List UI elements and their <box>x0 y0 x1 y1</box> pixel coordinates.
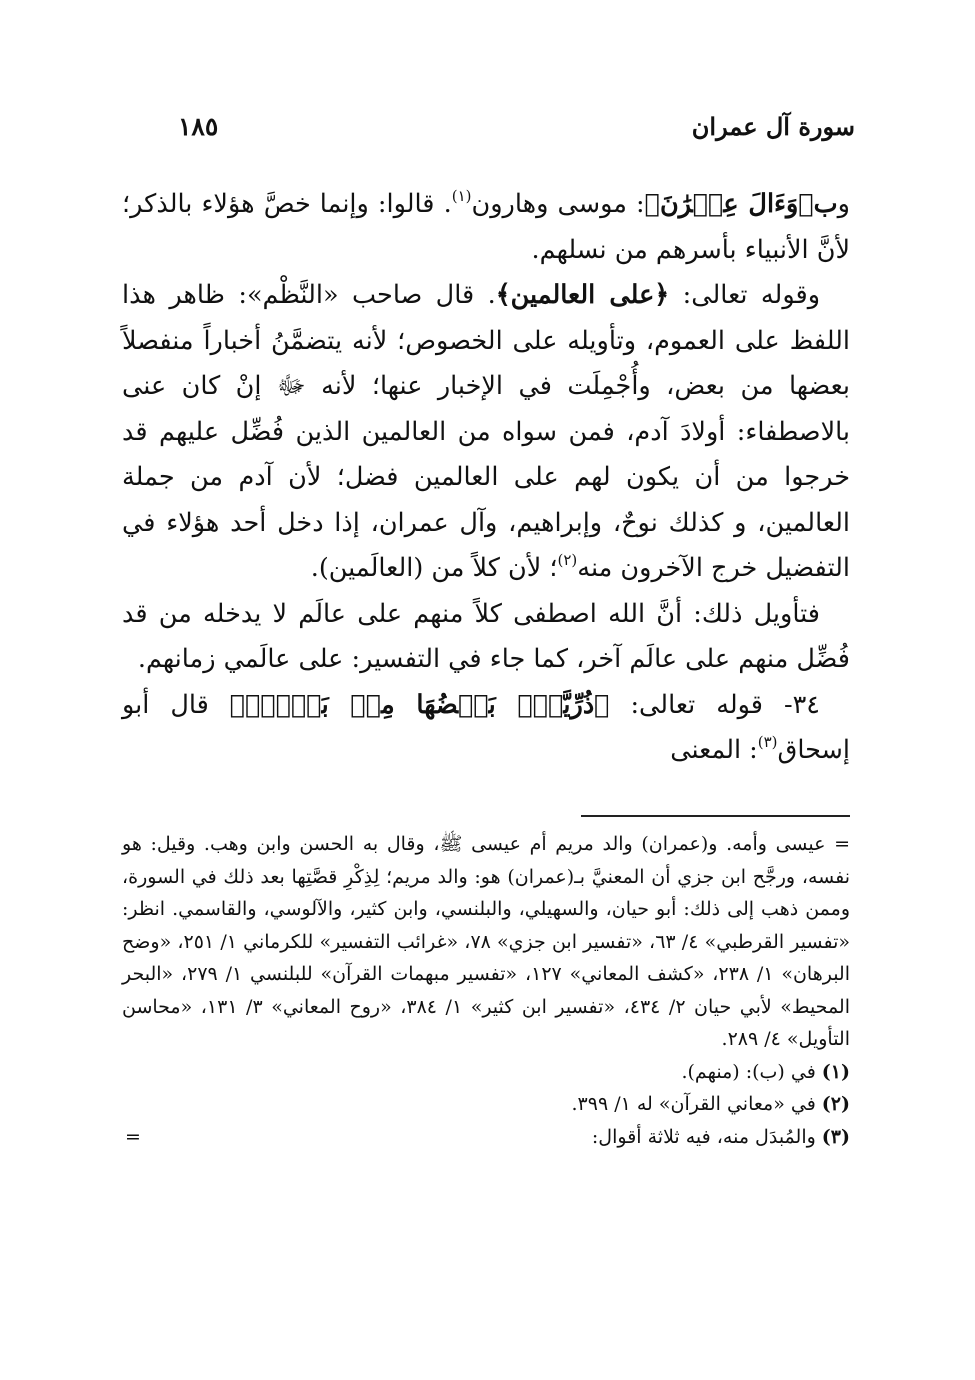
paragraph-1-text: : موسى وهارون <box>471 189 645 219</box>
footnote-1-number: (١) <box>821 1060 850 1083</box>
footnotes <box>122 828 850 1153</box>
paragraph-2-text-end: ؛ لأن كلاً من (العالَمين). <box>310 553 558 583</box>
footnote-2-text: في «معاني القرآن» له ١/ ٣٩٩. <box>571 1093 816 1115</box>
quran-verse-dhurriyya: ﴿ذُرِّيَّةَۢ بَعۡضُهَا مِنۢ بَعۡضٖۗ﴾ <box>229 689 610 720</box>
paragraph-4 <box>122 683 850 774</box>
footnote-1 <box>122 1056 850 1089</box>
footnote-2 <box>122 1088 850 1121</box>
footnote-ref-2[interactable]: (٢) <box>557 551 578 569</box>
footnote-continued: = عيسى وأمه. و(عمران) والد مريم أم عيسى ﷺ، وقال به الحسن وابن وهب. وقيل: هو نفسه، ورجَّح ابن جزي أن المعنيَّ بـ(عمران) هو: والد مريم؛ لِذِكْرِ قصَّتِها بعد ذلك في السورة، وممن ذهب إلى ذلك: أبو حيان، والسهيلي، والبلنسي، وابن كثير، والآلوسي، والقاسمي. انظر: «تفسير القرطبي» ٤/ ٦٣، «تفسير ابن جزي» ٧٨، «غرائب التفسير» للكرماني ١/ ٢٥١، «وضح البرهان» ١/ ٢٣٨، «كشف المعاني» ١٢٧، «تفسير مبهمات القرآن» للبلنسي ١/ ٢٧٩، «البحر المحيط» لأبي حيان ٢/ ٤٣٤، «تفسير ابن كثير» ١/ ٣٨٤، «روح المعاني» ٣/ ١٣١، «محاسن التأويل» ٤/ ٢٨٩. <box>122 833 850 1050</box>
page-header <box>120 112 855 152</box>
paragraph-2-prefix: وقوله تعالى: <box>669 280 821 310</box>
surah-title: سورة آل عمران <box>691 112 855 141</box>
footnote-3-number: (٣) <box>821 1125 850 1148</box>
footnote-ref-3[interactable]: (٣) <box>757 733 778 751</box>
paragraph-1-text-end: . قالوا: وإنما خصَّ هؤلاء بالذكر؛ لأنَّ الأنبياء بأسرهم من نسلهم. <box>122 189 850 265</box>
paragraph-3: فتأويل ذلك: أنَّ الله اصطفى كلاً منهم على عالَم لا يدخله من قد فُضِّل منهم على عالَم آخر، كما جاء في التفسير: على عالَمي زمانهم. <box>122 598 850 674</box>
footnote-separator <box>581 815 850 817</box>
footnote-1-text: في (ب): (منهم). <box>681 1060 816 1083</box>
quran-verse-al-alamin: ﴿على العالمين﴾ <box>495 280 670 310</box>
paragraph-1 <box>122 182 850 273</box>
paragraph-2 <box>122 273 850 592</box>
paragraph-4-prefix: ٣٤- قوله تعالى: <box>609 689 820 720</box>
paragraph-2-text: . قال صاحب «النَّظْم»: ظاهر هذا اللفظ على العموم، وتأويله على الخصوص؛ لأنه يتضمَّنُ أخباراً منفصلاً بعضها من بعض، وأُجْمِلَت في الإخبار عنها؛ لأنه ﷻ إنْ كان عنى بالاصطفاء: أولادَ آدم، فمن سواه من العالمين الذين فُضِّل عليهم قد خرجوا من أن يكون لهم على العالمين فضل؛ لأن آدم من جملة العالمين، و كذلك نوحٌ، وإبراهيم، وآل عمران، إذا دخل أحد هؤلاء في التفضيل خرج الآخرون منه <box>122 280 850 583</box>
main-text <box>122 182 850 774</box>
paragraph-1-prefix: و <box>837 189 850 219</box>
footnote-3 <box>122 1121 850 1154</box>
footnote-2-number: (٢) <box>821 1093 850 1115</box>
footnote-3-text: والمُبدَل منه، فيه ثلاثة أقوال: <box>591 1125 816 1148</box>
paragraph-4-text-end: : المعنى <box>670 735 758 765</box>
page-number: ١٨٥ <box>178 112 219 141</box>
quran-verse-aal-imran: ب﴿وَءَالَ عِمۡرَٰنَ﴾ <box>644 189 838 219</box>
footnote-ref-1[interactable]: (١) <box>451 187 472 205</box>
footnote-continued-mark: = <box>125 1125 141 1148</box>
paragraph-4-text: قال أبو إسحاق <box>122 689 850 765</box>
